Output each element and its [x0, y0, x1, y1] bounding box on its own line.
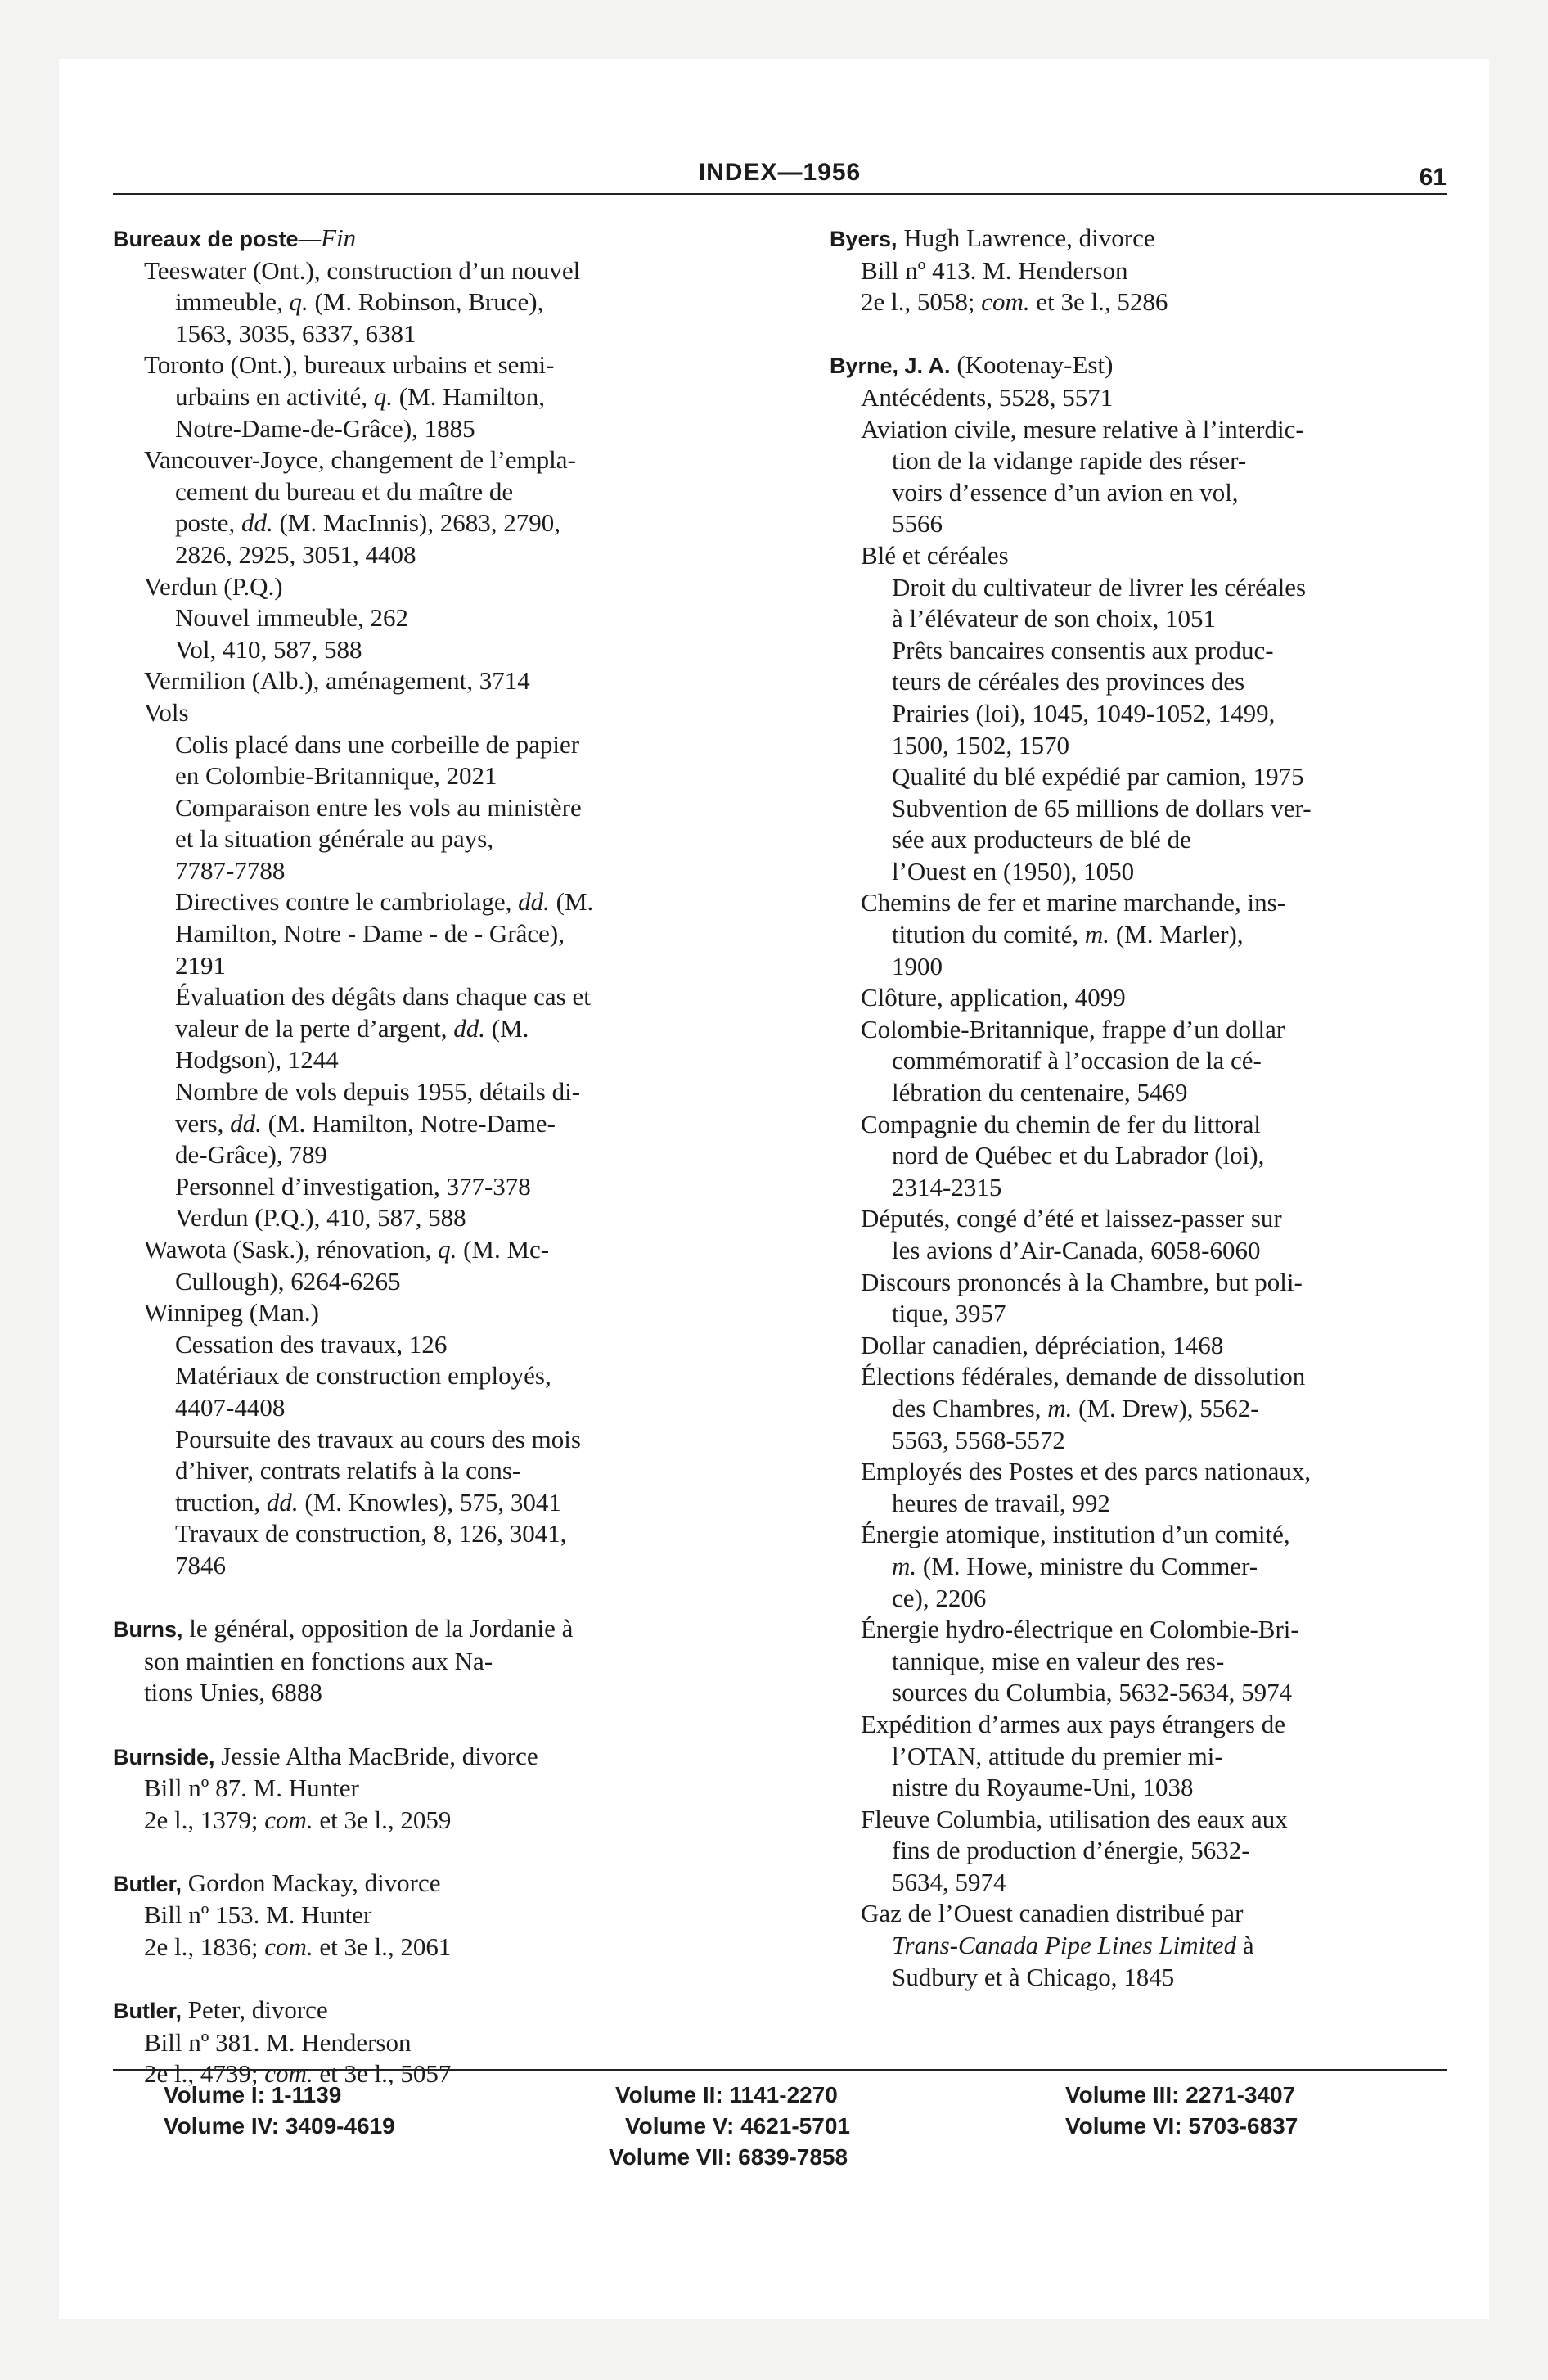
index-line: Cullough), 6264-6265	[175, 1266, 401, 1296]
index-heading	[830, 349, 1450, 382]
index-line: 5634, 5974	[892, 1867, 1006, 1896]
index-line: Travaux de construction, 8, 126, 3041,	[175, 1519, 567, 1548]
index-line: poste, dd. (M. MacInnis), 2683, 2790,	[175, 508, 560, 538]
index-line: Élections fédérales, demande de dissolution	[861, 1362, 1306, 1391]
index-line: tique, 3957	[892, 1299, 1006, 1328]
heading-continuation: —Fin	[298, 223, 357, 252]
index-line: cement du bureau et du maître de	[175, 476, 514, 506]
index-line: des Chambres, m. (M. Drew), 5562-	[892, 1393, 1259, 1422]
index-line: Fleuve Columbia, utilisation des eaux aux	[861, 1804, 1288, 1833]
index-line: Qualité du blé expédié par camion, 1975	[892, 762, 1304, 791]
index-line: heures de travail, 992	[892, 1488, 1110, 1517]
index-line: Notre-Dame-de-Grâce), 1885	[175, 413, 475, 443]
index-line: ce), 2206	[892, 1583, 987, 1612]
index-line: Nouvel immeuble, 262	[175, 603, 408, 633]
index-line: lébration du centenaire, 5469	[892, 1078, 1188, 1107]
index-heading	[113, 1613, 776, 1646]
volume-3: Volume III: 2271-3407	[1065, 2082, 1296, 2107]
index-line: de-Grâce), 789	[175, 1140, 327, 1170]
entry-gap	[113, 1963, 776, 1995]
index-line: son maintien en fonctions aux Na-	[144, 1646, 493, 1675]
index-line: Bill nº 153. M. Hunter	[144, 1900, 372, 1930]
heading-name: Byrne, J. A.	[830, 354, 951, 379]
index-line: Matériaux de construction employés,	[175, 1361, 551, 1391]
index-line: Employés des Postes et des parcs nationaux,	[861, 1457, 1312, 1486]
index-line: Blé et céréales	[861, 540, 1009, 570]
page-number: 61	[1419, 164, 1447, 191]
index-line: Gaz de l’Ouest canadien distribué par	[861, 1899, 1244, 1928]
index-line: les avions d’Air-Canada, 6058-6060	[892, 1236, 1261, 1264]
index-line: truction, dd. (M. Knowles), 575, 3041	[175, 1487, 561, 1517]
heading-rest: Gordon Mackay, divorce	[182, 1868, 441, 1897]
index-line: tion de la vidange rapide des réser-	[892, 446, 1247, 476]
index-heading	[113, 1868, 776, 1900]
volume-6: Volume VI: 5703-6837	[1065, 2113, 1298, 2139]
index-line: Teeswater (Ont.), construction d’un nouvel	[144, 255, 581, 285]
page-title: INDEX—1956	[698, 159, 862, 186]
index-line: 5566	[892, 509, 943, 539]
index-line: Poursuite des travaux au cours des mois	[175, 1424, 581, 1454]
index-line: Vancouver-Joyce, changement de l’empla-	[144, 445, 576, 475]
index-line: 2e l., 1379; com. et 3e l., 2059	[144, 1805, 452, 1834]
index-line: Dollar canadien, dépréciation, 1468	[861, 1330, 1224, 1359]
index-line: 2e l., 4739; com. et 3e l., 5057	[144, 2059, 452, 2089]
entry-gap	[830, 318, 1450, 350]
index-heading	[113, 1741, 776, 1774]
index-line: d’hiver, contrats relatifs à la cons-	[175, 1456, 521, 1485]
index-line: Vols	[144, 697, 189, 727]
index-line: Hodgson), 1244	[175, 1045, 339, 1075]
index-line: teurs de céréales des provinces des	[892, 667, 1245, 696]
index-line: Cessation des travaux, 126	[175, 1329, 448, 1359]
index-line: Discours prononcés à la Chambre, but poli-	[861, 1267, 1303, 1296]
heading-rest: Jessie Altha MacBride, divorce	[214, 1741, 538, 1770]
index-line: Chemins de fer et marine marchande, ins-	[861, 888, 1286, 917]
volume-4: Volume IV: 3409-4619	[164, 2113, 395, 2139]
index-line: 2e l., 5058; com. et 3e l., 5286	[861, 287, 1168, 317]
index-line: Droit du cultivateur de livrer les céréales	[892, 572, 1307, 602]
volume-1: Volume I: 1-1139	[164, 2082, 342, 2107]
index-line: à l’élévateur de son choix, 1051	[892, 604, 1216, 633]
index-line: fins de production d’énergie, 5632-	[892, 1836, 1250, 1865]
index-line: Hamilton, Notre - Dame - de - Grâce),	[175, 919, 565, 949]
index-line: Nombre de vols depuis 1955, détails di-	[175, 1077, 581, 1107]
index-line: sée aux producteurs de blé de	[892, 825, 1191, 854]
index-line: 2826, 2925, 3051, 4408	[175, 539, 416, 569]
index-line: Verdun (P.Q.), 410, 587, 588	[175, 1203, 466, 1233]
heading-rest: Peter, divorce	[182, 1995, 328, 2025]
index-line: nistre du Royaume-Uni, 1038	[892, 1773, 1194, 1802]
index-line: tannique, mise en valeur des res-	[892, 1646, 1225, 1675]
index-line: et la situation générale au pays,	[175, 824, 494, 854]
index-line: Bill nº 413. M. Henderson	[861, 255, 1128, 285]
index-line: 7846	[175, 1550, 226, 1580]
index-line: Antécédents, 5528, 5571	[861, 382, 1114, 412]
heading-name: Burns,	[113, 1617, 183, 1643]
volume-5: Volume V: 4621-5701	[625, 2113, 850, 2139]
index-line: valeur de la perte d’argent, dd. (M.	[175, 1013, 529, 1043]
index-line: Winnipeg (Man.)	[144, 1298, 319, 1327]
entry-gap	[113, 1836, 776, 1868]
index-line: Sudbury et à Chicago, 1845	[892, 1962, 1175, 1991]
left-column	[113, 223, 776, 2090]
index-line: Verdun (P.Q.)	[144, 571, 283, 601]
index-line: Députés, congé d’été et laissez-passer sur	[861, 1204, 1282, 1233]
heading-rest: le général, opposition de la Jordanie à	[182, 1614, 574, 1643]
index-line: m. (M. Howe, ministre du Commer-	[892, 1551, 1258, 1580]
index-line: 1900	[892, 951, 943, 980]
index-line: Vol, 410, 587, 588	[175, 634, 362, 664]
index-line: 1500, 1502, 1570	[892, 730, 1069, 760]
index-line: Énergie atomique, institution d’un comité,	[861, 1520, 1290, 1549]
heading-name: Butler,	[113, 1999, 182, 2024]
index-line: commémoratif à l’occasion de la cé-	[892, 1046, 1262, 1075]
heading-name: Byers,	[830, 227, 898, 251]
index-line: Comparaison entre les vols au ministère	[175, 792, 582, 822]
index-line: Évaluation des dégâts dans chaque cas et	[175, 982, 591, 1012]
index-line: Vermilion (Alb.), aménagement, 3714	[144, 666, 530, 696]
heading-name: Burnside,	[113, 1744, 215, 1769]
index-line: tions Unies, 6888	[144, 1678, 322, 1707]
index-line: en Colombie-Britannique, 2021	[175, 761, 497, 791]
index-line: Énergie hydro-électrique en Colombie-Bri-	[861, 1615, 1299, 1644]
index-line: 5563, 5568-5572	[892, 1425, 1065, 1454]
index-line: Prairies (loi), 1045, 1049-1052, 1499,	[892, 698, 1276, 728]
right-column	[830, 223, 1450, 1993]
index-line: immeuble, q. (M. Robinson, Bruce),	[175, 287, 544, 317]
page-header	[113, 156, 1447, 195]
index-line: Colombie-Britannique, frappe d’un dollar	[861, 1014, 1285, 1044]
index-heading	[113, 1995, 776, 2027]
index-line: urbains en activité, q. (M. Hamilton,	[175, 381, 545, 411]
volume-7: Volume VII: 6839-7858	[609, 2144, 848, 2170]
heading-rest: Hugh Lawrence, divorce	[897, 223, 1155, 252]
index-line: 7787-7788	[175, 855, 286, 885]
volume-2: Volume II: 1141-2270	[615, 2082, 838, 2107]
index-line: Trans-Canada Pipe Lines Limited à	[892, 1931, 1254, 1960]
index-line: l’OTAN, attitude du premier mi-	[892, 1741, 1223, 1770]
index-line: Clôture, application, 4099	[861, 983, 1126, 1012]
index-line: Subvention de 65 millions de dollars ver-	[892, 793, 1312, 823]
index-line: Toronto (Ont.), bureaux urbains et semi-	[144, 350, 555, 380]
index-line: l’Ouest en (1950), 1050	[892, 856, 1135, 886]
heading-rest: (Kootenay-Est)	[950, 350, 1114, 380]
entry-gap	[113, 1709, 776, 1741]
index-line: Expédition d’armes aux pays étrangers de	[861, 1709, 1286, 1738]
index-line: Prêts bancaires consentis aux produc-	[892, 635, 1274, 665]
index-line: Bill nº 87. M. Hunter	[144, 1774, 359, 1803]
index-line: 1563, 3035, 6337, 6381	[175, 318, 416, 348]
index-line: 2e l., 1836; com. et 3e l., 2061	[144, 1932, 452, 1962]
index-line: Personnel d’investigation, 377-378	[175, 1171, 531, 1201]
index-line: titution du comité, m. (M. Marler),	[892, 920, 1244, 949]
index-line: Wawota (Sask.), rénovation, q. (M. Mc-	[144, 1235, 550, 1264]
heading-name: Bureaux de poste	[113, 227, 299, 251]
index-heading	[830, 223, 1450, 255]
index-line: 2191	[175, 950, 226, 980]
heading-name: Butler,	[113, 1871, 182, 1896]
entry-gap	[113, 1582, 776, 1614]
index-line: Colis placé dans une corbeille de papier	[175, 729, 580, 759]
index-line: Aviation civile, mesure relative à l’interdic-	[861, 414, 1304, 444]
index-heading	[113, 223, 776, 255]
index-line: vers, dd. (M. Hamilton, Notre-Dame-	[175, 1108, 556, 1138]
index-line: 4407-4408	[175, 1392, 286, 1422]
index-line: voirs d’essence d’un avion en vol,	[892, 477, 1239, 507]
index-line: sources du Columbia, 5632-5634, 5974	[892, 1678, 1293, 1707]
index-line: 2314-2315	[892, 1172, 1002, 1201]
index-line: Bill nº 381. M. Henderson	[144, 2027, 412, 2057]
index-line: Compagnie du chemin de fer du littoral	[861, 1109, 1261, 1138]
index-line: Directives contre le cambriolage, dd. (M.	[175, 887, 594, 917]
index-line: nord de Québec et du Labrador (loi),	[892, 1141, 1265, 1170]
